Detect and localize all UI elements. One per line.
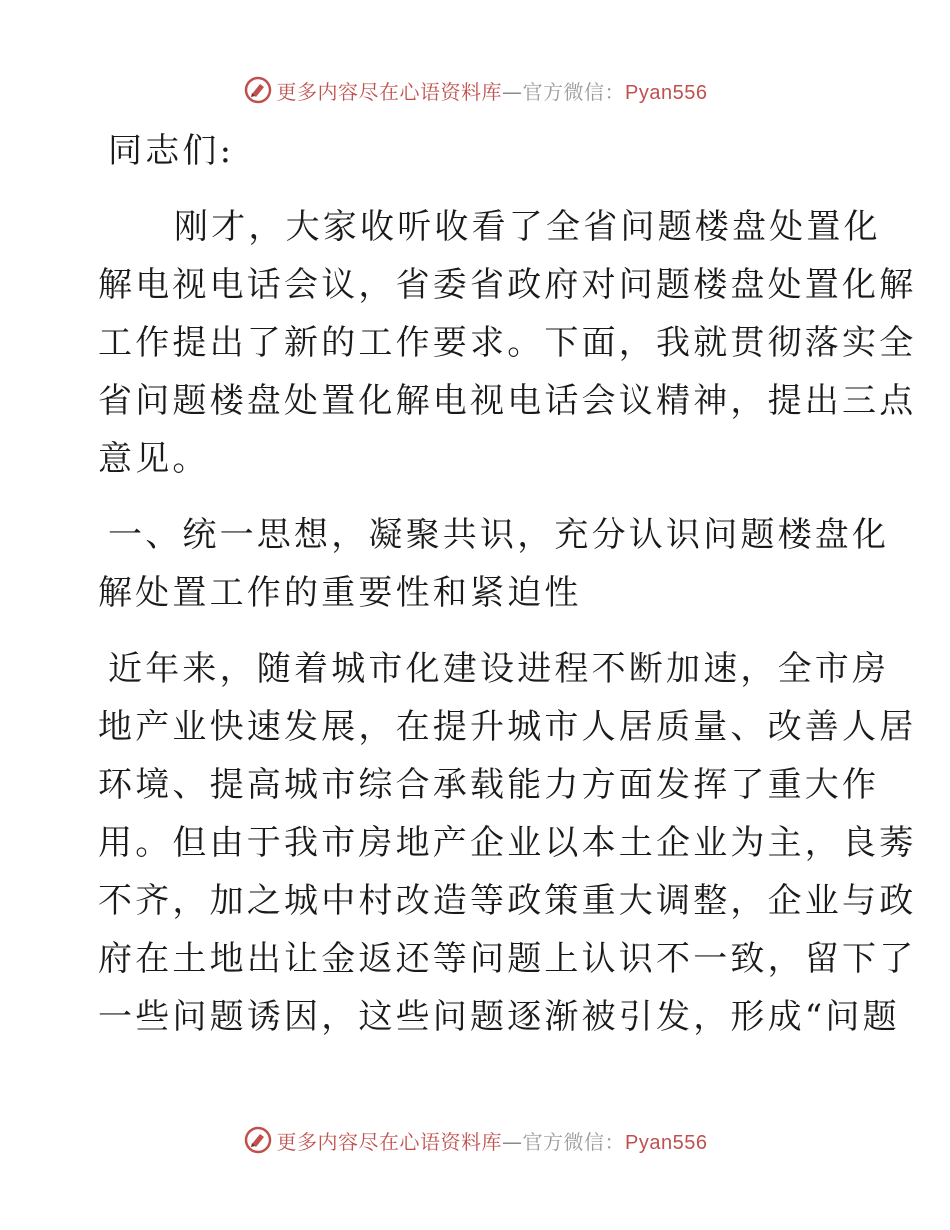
paragraph-line: 刚才，大家收听收看了全省问题楼盘处置化 [174, 207, 881, 247]
heading-line: 解处置工作的重要性和紧迫性 [98, 573, 582, 613]
paragraph-line: 近年来，随着城市化建设进程不断加速，全市房 [108, 649, 890, 689]
paragraph-2 [98, 640, 917, 1046]
watermark-main: 更多内容尽在心语资料库 [276, 1129, 503, 1154]
salutation: 同志们: [108, 131, 235, 171]
paragraph-line: 一些问题诱因，这些问题逐渐被引发，形成“问题 [98, 997, 900, 1037]
watermark-text [277, 1126, 708, 1155]
watermark-rest: 官方微信： [522, 79, 626, 104]
paragraph-line: 不齐，加之城中村改造等政策重大调整，企业与政 [98, 881, 917, 921]
watermark-dash: — [502, 79, 523, 104]
paragraph-line: 用。但由于我市房地产企业以本土企业为主，良莠 [98, 823, 917, 863]
paragraph-line: 解电视电话会议，省委省政府对问题楼盘处置化解 [98, 265, 917, 305]
header-watermark [0, 70, 950, 110]
paragraph-line: 地产业快速发展，在提升城市人居质量、改善人居 [98, 707, 917, 747]
document-body [98, 122, 917, 1064]
paragraph-line: 省问题楼盘处置化解电视电话会议精神，提出三点 [98, 381, 917, 421]
logo-icon [243, 75, 273, 105]
paragraph-line: 意见。 [98, 439, 210, 479]
watermark-main: 更多内容尽在心语资料库 [276, 79, 503, 104]
heading-line: 一、统一思想，凝聚共识，充分认识问题楼盘化 [108, 515, 890, 555]
logo-icon [243, 1125, 273, 1155]
paragraph-line: 工作提出了新的工作要求。下面，我就贯彻落实全 [98, 323, 917, 363]
footer-watermark [0, 1120, 950, 1160]
paragraph-1 [98, 198, 917, 488]
section-heading-1 [98, 506, 890, 622]
watermark-text [277, 76, 708, 105]
paragraph-line: 环境、提高城市综合承载能力方面发挥了重大作 [98, 765, 880, 805]
watermark-rest: 官方微信： [522, 1129, 626, 1154]
watermark-id: Pyan556 [625, 1131, 708, 1154]
watermark-id: Pyan556 [625, 81, 708, 104]
paragraph-line: 府在土地出让金返还等问题上认识不一致，留下了 [98, 939, 917, 979]
watermark-dash: — [502, 1129, 523, 1154]
